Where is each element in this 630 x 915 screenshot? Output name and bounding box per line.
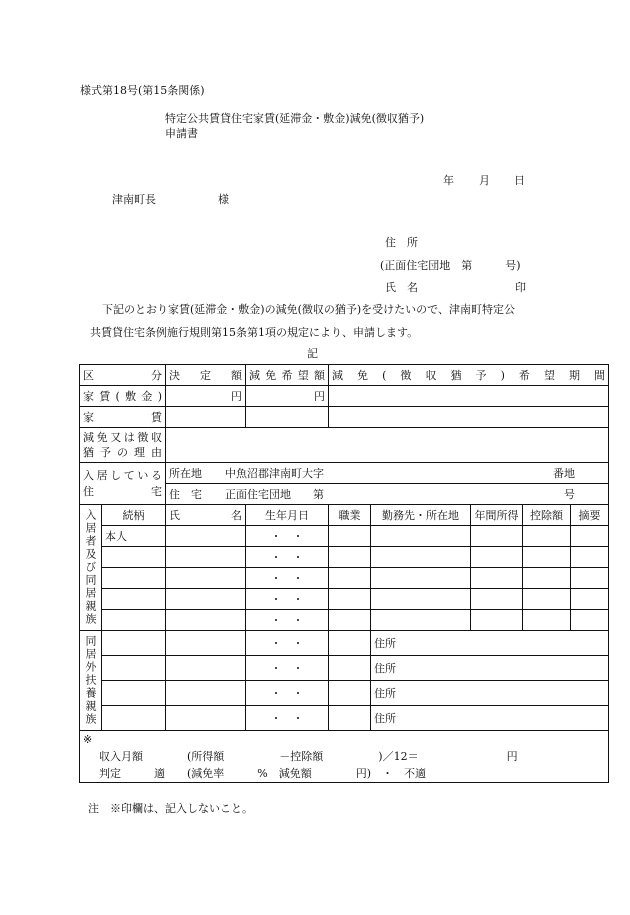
house-label: 住 宅	[169, 487, 202, 501]
remarks-field[interactable]	[571, 547, 609, 568]
dependents-group-label: 同居外扶養親族	[80, 631, 102, 731]
birthdate-field[interactable]: ・ ・	[246, 568, 329, 589]
banchi-label: 番地	[553, 466, 576, 480]
dependent-address-field[interactable]	[371, 681, 609, 706]
addressee-honorific: 様	[218, 193, 229, 206]
birthdate-field[interactable]: ・ ・	[246, 526, 329, 547]
name-field[interactable]	[166, 681, 246, 706]
birthdate-field[interactable]: ・ ・	[246, 656, 329, 681]
name-field[interactable]	[166, 589, 246, 610]
reason-label	[80, 428, 166, 463]
addressee-name: 津南町長	[112, 193, 156, 206]
remarks-field[interactable]	[571, 589, 609, 610]
name-field[interactable]	[166, 631, 246, 656]
occupation-field[interactable]	[329, 589, 371, 610]
birthdate-field[interactable]: ・ ・	[246, 610, 329, 631]
occupation-field[interactable]	[329, 568, 371, 589]
go-label: 号	[564, 487, 576, 501]
reason-row	[80, 428, 609, 463]
col-occupation: 職業	[329, 505, 371, 526]
col-name: 氏 名	[166, 505, 246, 526]
workplace-field[interactable]	[371, 610, 471, 631]
applicant-housing: (正面住宅団地 第 号)	[380, 259, 521, 272]
relation-field[interactable]	[102, 681, 166, 706]
family-header-row	[80, 505, 609, 526]
rent-row	[80, 407, 609, 428]
rent-deposit-row	[80, 386, 609, 407]
header-category: 区 分	[80, 365, 166, 386]
rent-period-field[interactable]	[329, 407, 609, 428]
body-line1: 下記のとおり家賃(延滞金・敷金)の減免(徴収の猶予)を受けたいので、津南町特定公	[102, 303, 515, 316]
birthdate-field[interactable]: ・ ・	[246, 631, 329, 656]
residence-label	[80, 463, 166, 505]
address-label: 住所	[374, 636, 396, 650]
table-row	[80, 589, 609, 610]
form-title-line2: 申請書	[165, 127, 198, 140]
note-income-line: 収入月額 (所得額 －控除額 )／12＝ 円	[99, 750, 518, 763]
table-row	[80, 568, 609, 589]
occupation-field[interactable]	[329, 526, 371, 547]
income-field[interactable]	[471, 568, 523, 589]
applicant-address-label: 住 所	[385, 236, 418, 249]
rent-deposit-label: 家賃(敷金)	[80, 386, 166, 407]
note-row	[80, 731, 609, 783]
name-field[interactable]	[166, 526, 246, 547]
location-label: 所在地	[169, 466, 202, 480]
name-field[interactable]	[166, 656, 246, 681]
birthdate-field[interactable]: ・ ・	[246, 681, 329, 706]
residence-row-location	[80, 463, 609, 484]
dependent-row	[80, 681, 609, 706]
dependent-row	[80, 656, 609, 681]
deduction-field[interactable]	[523, 589, 571, 610]
deduction-field[interactable]	[523, 547, 571, 568]
rent-decided-field[interactable]	[166, 407, 246, 428]
occupation-field[interactable]	[329, 681, 371, 706]
name-field[interactable]	[166, 610, 246, 631]
residence-label-line2: 住 宅	[83, 484, 162, 498]
col-remarks: 摘要	[571, 505, 609, 526]
col-workplace: 勤務先・所在地	[371, 505, 471, 526]
remarks-field[interactable]	[571, 526, 609, 547]
relation-field[interactable]	[102, 656, 166, 681]
seal-mark: 印	[515, 281, 526, 294]
office-use-note	[80, 731, 609, 783]
relation-field[interactable]	[102, 568, 166, 589]
header-decided-amount: 決 定 額	[166, 365, 246, 386]
reason-field[interactable]	[166, 428, 609, 463]
date-year: 年	[443, 174, 454, 187]
reason-label-line1: 減免又は徴収	[83, 431, 162, 444]
relation-field[interactable]	[102, 631, 166, 656]
workplace-field[interactable]	[371, 589, 471, 610]
dependent-row	[80, 706, 609, 731]
relation-self: 本人	[102, 526, 166, 547]
note-mark: ※	[83, 733, 93, 746]
birthdate-field[interactable]: ・ ・	[246, 589, 329, 610]
header-requested-amount: 減免希望額	[246, 365, 329, 386]
form-title-line1: 特定公共賃貸住宅家賃(延滞金・敷金)減免(徴収猶予)	[165, 112, 425, 125]
workplace-field[interactable]	[371, 568, 471, 589]
table-row	[80, 526, 609, 547]
dependent-address-field[interactable]	[371, 631, 609, 656]
rent-requested-field[interactable]	[246, 407, 329, 428]
dependent-address-field[interactable]	[371, 656, 609, 681]
workplace-field[interactable]	[371, 547, 471, 568]
requested-period-field[interactable]	[329, 386, 609, 407]
col-relation: 続柄	[102, 505, 166, 526]
applicant-name-label: 氏 名	[385, 281, 418, 294]
deduction-field[interactable]	[523, 610, 571, 631]
name-field[interactable]	[166, 706, 246, 731]
col-annual-income: 年間所得	[471, 505, 523, 526]
rent-label: 家 賃	[80, 407, 166, 428]
occupation-field[interactable]	[329, 631, 371, 656]
relation-field[interactable]	[102, 547, 166, 568]
income-field[interactable]	[471, 547, 523, 568]
occupation-field[interactable]	[329, 547, 371, 568]
residence-location-cell[interactable]	[166, 463, 609, 484]
location-value: 中魚沼郡津南町大字	[225, 466, 324, 480]
income-field[interactable]	[471, 589, 523, 610]
dependent-row	[80, 631, 609, 656]
address-label: 住所	[374, 661, 396, 675]
date-day: 日	[514, 174, 525, 187]
remarks-field[interactable]	[571, 610, 609, 631]
dependent-address-field[interactable]	[371, 706, 609, 731]
workplace-field[interactable]	[371, 526, 471, 547]
birthdate-field[interactable]: ・ ・	[246, 706, 329, 731]
requested-amount-field[interactable]: 円	[246, 386, 329, 407]
house-value: 正面住宅団地 第	[225, 487, 324, 501]
deduction-field[interactable]	[523, 568, 571, 589]
note-judgement-line: 判定 適 (減免率 % 減免額 円) ・ 不適	[99, 767, 427, 780]
relation-field[interactable]	[102, 706, 166, 731]
header-row	[80, 365, 609, 386]
relation-field[interactable]	[102, 589, 166, 610]
header-requested-period: 減免(徴収猶予)希望期間	[329, 365, 609, 386]
income-field[interactable]	[471, 610, 523, 631]
birthdate-field[interactable]: ・ ・	[246, 547, 329, 568]
residence-label-line1: 入居している	[83, 468, 162, 482]
table-row	[80, 547, 609, 568]
date-month: 月	[479, 174, 490, 187]
name-field[interactable]	[166, 547, 246, 568]
decided-amount-field[interactable]: 円	[166, 386, 246, 407]
footnote: 注 ※印欄は、記入しないこと。	[88, 802, 253, 815]
occupation-field[interactable]	[329, 610, 371, 631]
reason-label-line2: 猶予の理由	[83, 446, 162, 459]
col-deduction: 控除額	[523, 505, 571, 526]
col-birthdate: 生年月日	[246, 505, 329, 526]
ki-heading: 記	[307, 347, 318, 360]
deduction-field[interactable]	[523, 526, 571, 547]
application-table	[79, 364, 609, 783]
address-label: 住所	[374, 711, 396, 725]
body-line2: 共賃貸住宅条例施行規則第15条第1項の規定により、申請します。	[90, 326, 419, 339]
occupation-field[interactable]	[329, 656, 371, 681]
relation-field[interactable]	[102, 610, 166, 631]
residence-house-cell[interactable]	[166, 484, 609, 505]
form-number: 様式第18号(第15条関係)	[80, 84, 205, 97]
table-row	[80, 610, 609, 631]
occupation-field[interactable]	[329, 706, 371, 731]
address-label: 住所	[374, 686, 396, 700]
remarks-field[interactable]	[571, 568, 609, 589]
name-field[interactable]	[166, 568, 246, 589]
family-group-label: 入居者及び同居親族	[80, 505, 102, 631]
income-field[interactable]	[471, 526, 523, 547]
